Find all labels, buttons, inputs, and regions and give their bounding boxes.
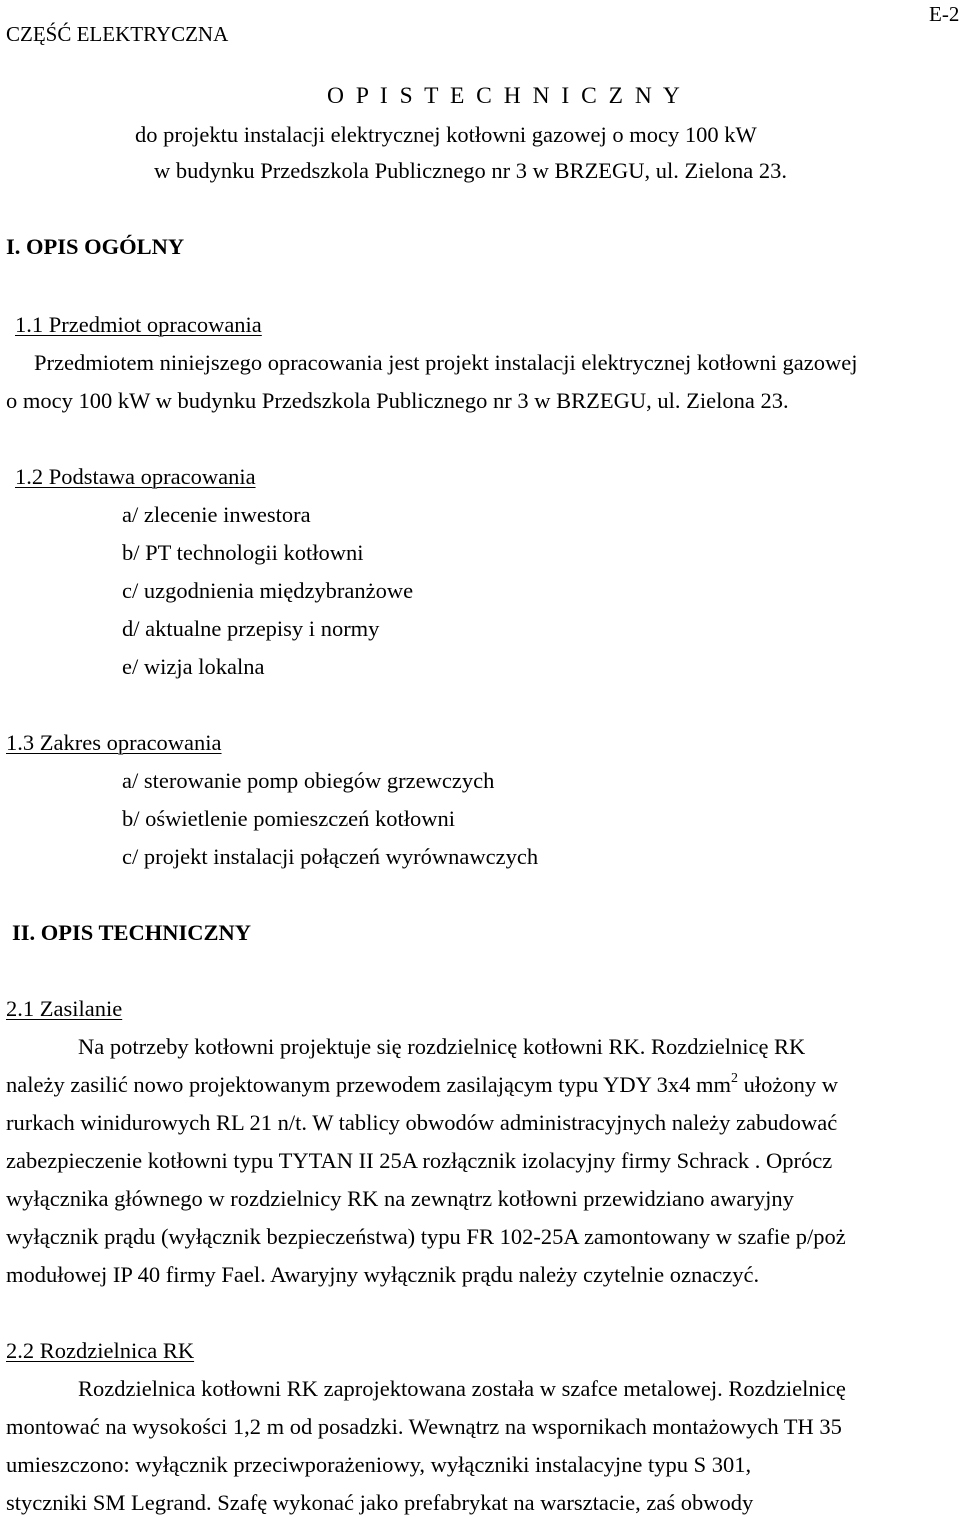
list-item: e/ wizja lokalna xyxy=(122,654,265,679)
part1-heading: I. OPIS OGÓLNY xyxy=(6,234,185,259)
section-2-2-text-4: styczniki SM Legrand. Szafę wykonać jako prefabrykat na warsztacie, zaś obwody xyxy=(6,1490,754,1515)
list-item: c/ uzgodnienia międzybranżowe xyxy=(122,578,414,603)
list-item: d/ aktualne przepisy i normy xyxy=(122,616,380,641)
section-2-1-text-7: modułowej IP 40 firmy Fael. Awaryjny wyłącznik prądu należy czytelnie oznaczyć. xyxy=(6,1262,760,1287)
section-1-1-text-2: o mocy 100 kW w budynku Przedszkola Publicznego nr 3 w BRZEGU, ul. Zielona 23. xyxy=(6,388,789,413)
section-1-3-heading: 1.3 Zakres opracowania xyxy=(6,730,222,755)
section-2-1-text-3: rurkach winidurowych RL 21 n/t. W tablicy obwodów administracyjnych należy zabudować xyxy=(6,1110,838,1135)
list-item: a/ sterowanie pomp obiegów grzewczych xyxy=(122,768,495,793)
title-subline-1: do projektu instalacji elektrycznej kotłowni gazowej o mocy 100 kW xyxy=(135,122,757,147)
list-item: a/ zlecenie inwestora xyxy=(122,502,311,527)
section-1-1-heading: 1.1 Przedmiot opracowania xyxy=(15,312,262,337)
section-2-1-text-1: Na potrzeby kotłowni projektuje się rozdzielnicę kotłowni RK. Rozdzielnicę RK xyxy=(78,1034,806,1059)
title-subline-2: w budynku Przedszkola Publicznego nr 3 w BRZEGU, ul. Zielona 23. xyxy=(154,158,788,183)
list-item: b/ oświetlenie pomieszczeń kotłowni xyxy=(122,806,456,831)
text-fragment: należy zasilić nowo projektowanym przewodem zasilającym typu YDY 3x4 mm xyxy=(6,1072,731,1097)
section-1-1-text-1: Przedmiotem niniejszego opracowania jest projekt instalacji elektrycznej kotłowni gazowej xyxy=(34,350,858,375)
section-2-2-heading: 2.2 Rozdzielnica RK xyxy=(6,1338,195,1363)
section-2-1-text-6: wyłącznik prądu (wyłącznik bezpieczeństwa) typu FR 102-25A zamontowany w szafie p/poż xyxy=(6,1224,846,1249)
section-2-2-text-1: Rozdzielnica kotłowni RK zaprojektowana została w szafce metalowej. Rozdzielnicę xyxy=(78,1376,846,1401)
section-header: CZĘŚĆ ELEKTRYCZNA xyxy=(6,22,229,46)
section-2-2-text-3: umieszczono: wyłącznik przeciwporażeniowy, wyłączniki instalacyjne typu S 301, xyxy=(6,1452,752,1477)
list-item: c/ projekt instalacji połączeń wyrównawczych xyxy=(122,844,539,869)
section-1-2-heading: 1.2 Podstawa opracowania xyxy=(15,464,256,489)
page-number: E-2 xyxy=(929,2,960,26)
section-2-1-text-4: zabezpieczenie kotłowni typu TYTAN II 25A rozłącznik izolacyjny firmy Schrack . Oprócz xyxy=(6,1148,833,1173)
part2-heading: II. OPIS TECHNICZNY xyxy=(12,920,252,945)
section-2-1-text-2 xyxy=(6,1071,838,1103)
section-2-1-heading: 2.1 Zasilanie xyxy=(6,996,123,1021)
section-2-2-text-2: montować na wysokości 1,2 m od posadzki. Wewnątrz na wspornikach montażowych TH 35 xyxy=(6,1414,842,1439)
document-title: O P I S T E C H N I C Z N Y xyxy=(327,83,683,109)
superscript: 2 xyxy=(731,1071,738,1086)
list-item: b/ PT technologii kotłowni xyxy=(122,540,364,565)
section-2-1-text-5: wyłącznika głównego w rozdzielnicy RK na zewnątrz kotłowni przewidziano awaryjny xyxy=(6,1186,794,1211)
text-fragment: ułożony w xyxy=(738,1072,838,1097)
